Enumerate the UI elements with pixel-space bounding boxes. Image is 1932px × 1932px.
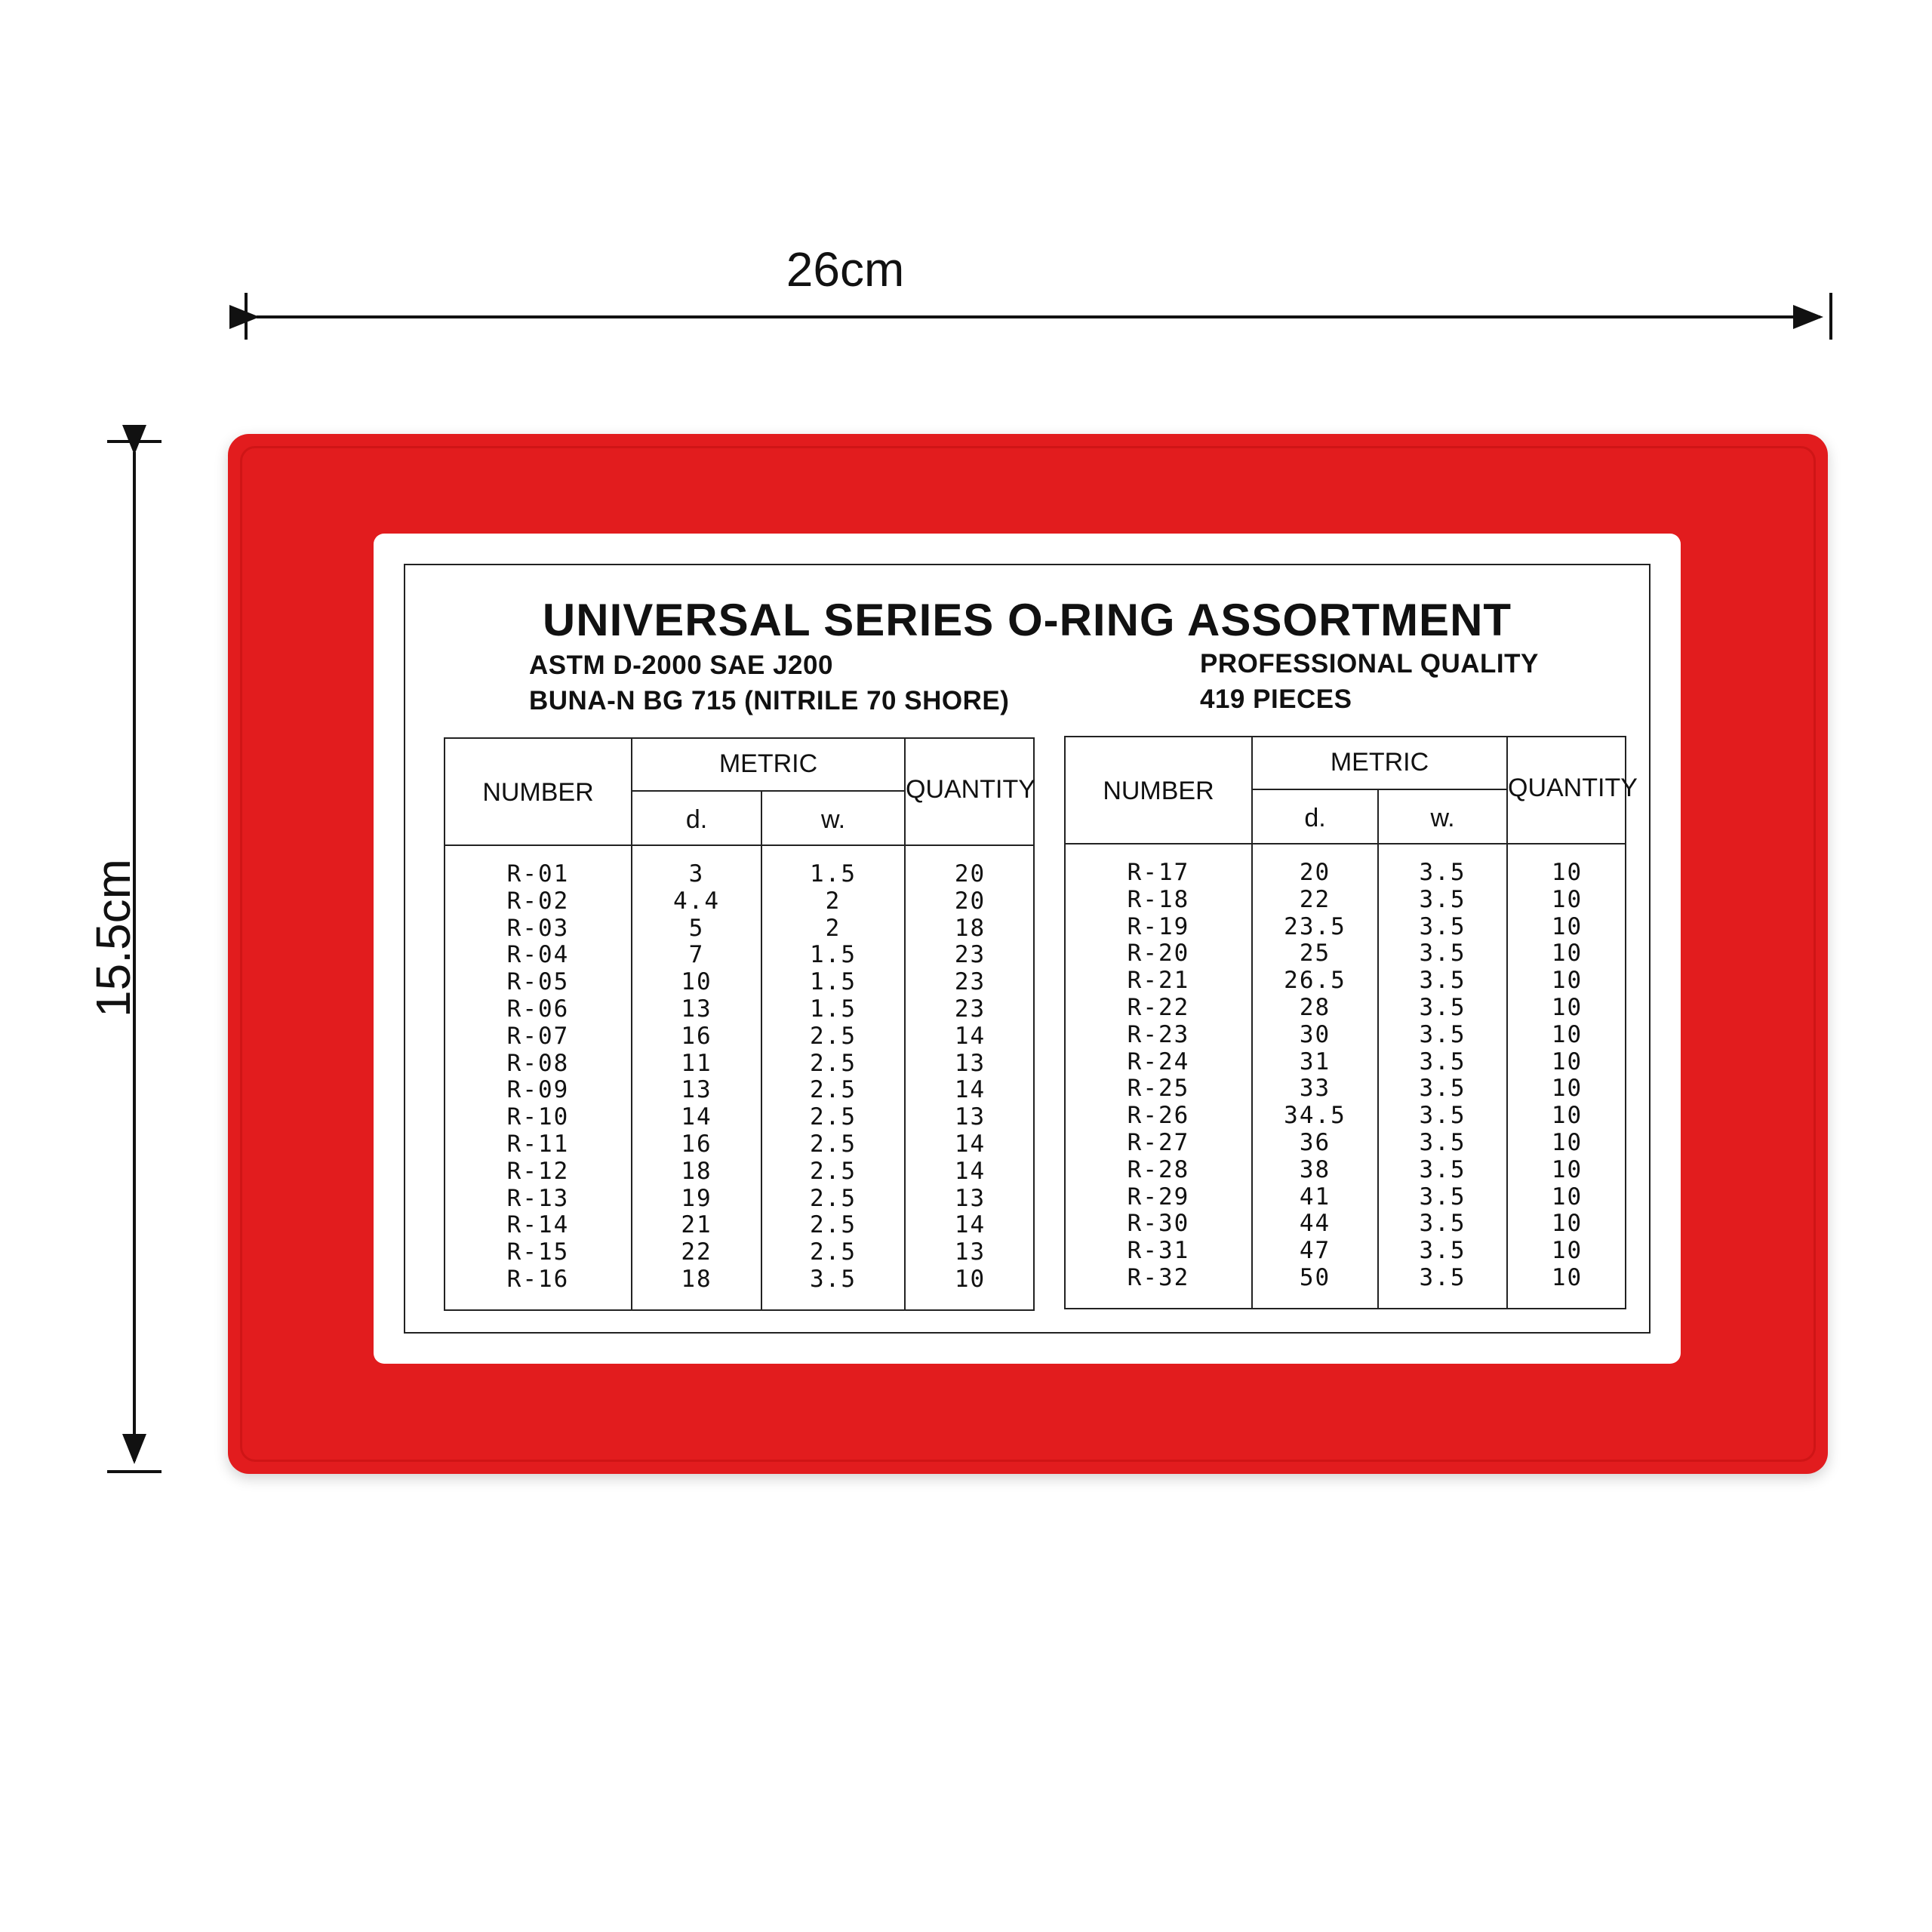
label-title: UNIVERSAL SERIES O-RING ASSORTMENT — [542, 595, 1512, 645]
table-cell: 34.5 — [1284, 1102, 1346, 1130]
table-cell: R-11 — [506, 1130, 570, 1158]
table-cell: 23.5 — [1284, 912, 1346, 940]
table-cell: 14 — [954, 1022, 986, 1050]
table-cell: 3.5 — [1419, 1048, 1466, 1075]
table-cell: 14 — [954, 1211, 986, 1239]
table-cell: R-01 — [506, 860, 570, 888]
piece-count-text: 419 PIECES — [1200, 685, 1352, 714]
table-cell: 3.5 — [1419, 859, 1466, 886]
table-cell: 2.5 — [810, 1238, 857, 1266]
table-cell: R-07 — [506, 1022, 570, 1050]
quality-text: PROFESSIONAL QUALITY — [1200, 649, 1539, 678]
table-cell: 41 — [1299, 1183, 1331, 1211]
table-cell: 5 — [688, 914, 705, 942]
table-cell: 10 — [1551, 1048, 1583, 1075]
table-cell: R-15 — [506, 1238, 570, 1266]
column-header-width: w. — [820, 805, 846, 834]
table-cell: 23 — [954, 968, 986, 996]
column-header-quantity: QUANTITY — [1508, 774, 1638, 802]
table-cell: 10 — [1551, 1102, 1583, 1130]
table-cell: 10 — [954, 1265, 986, 1293]
oring-size-table-right — [1064, 736, 1638, 1309]
column-header-number: NUMBER — [482, 778, 594, 807]
table-cell: 25 — [1299, 940, 1331, 968]
table-cell: 2.5 — [810, 1103, 857, 1131]
table-cell: 10 — [1551, 885, 1583, 913]
table-cell: R-20 — [1127, 940, 1190, 968]
table-cell: 20 — [1299, 859, 1331, 886]
table-cell: 13 — [954, 1049, 986, 1077]
table-cell: 3.5 — [1419, 1155, 1466, 1183]
table-cell: R-16 — [506, 1265, 570, 1293]
number-column — [445, 846, 631, 1309]
table-cell: 26.5 — [1284, 967, 1346, 995]
quantity-column — [1508, 844, 1626, 1308]
oring-size-table-left — [444, 737, 1035, 1311]
column-header-diameter: d. — [685, 805, 708, 834]
table-cell: R-21 — [1127, 967, 1190, 995]
table-cell: R-02 — [506, 887, 570, 915]
table-cell: 10 — [1551, 1237, 1583, 1265]
table-cell: 22 — [681, 1238, 712, 1266]
table-cell: R-27 — [1127, 1128, 1190, 1156]
width-column — [762, 846, 904, 1309]
table-cell: 23 — [954, 995, 986, 1023]
table-cell: 14 — [954, 1130, 986, 1158]
table-cell: 2 — [825, 887, 841, 915]
table-cell: R-32 — [1127, 1263, 1190, 1291]
table-cell: 2 — [825, 914, 841, 942]
column-header-quantity: QUANTITY — [906, 775, 1035, 804]
table-cell: R-10 — [506, 1103, 570, 1131]
table-cell: 14 — [681, 1103, 712, 1131]
table-cell: 3.5 — [1419, 912, 1466, 940]
table-cell: R-06 — [506, 995, 570, 1023]
table-cell: R-28 — [1127, 1155, 1190, 1183]
table-cell: 3.5 — [1419, 1020, 1466, 1048]
table-cell: 20 — [954, 887, 986, 915]
table-cell: 10 — [1551, 993, 1583, 1021]
table-cell: 13 — [681, 995, 712, 1023]
table-cell: 7 — [688, 941, 705, 969]
table-cell: 18 — [681, 1157, 712, 1185]
table-cell: R-12 — [506, 1157, 570, 1185]
table-cell: 16 — [681, 1130, 712, 1158]
table-cell: 38 — [1299, 1155, 1331, 1183]
table-cell: 10 — [1551, 1263, 1583, 1291]
table-cell: 19 — [681, 1184, 712, 1212]
table-cell: R-22 — [1127, 993, 1190, 1021]
width-column — [1379, 844, 1506, 1308]
table-cell: 2.5 — [810, 1076, 857, 1104]
table-cell: 3.5 — [1419, 940, 1466, 968]
height-dimension-label: 15.5cm — [86, 859, 140, 1017]
material-spec-text: BUNA-N BG 715 (NITRILE 70 SHORE) — [529, 686, 1010, 715]
table-cell: 10 — [1551, 1128, 1583, 1156]
table-cell: 21 — [681, 1211, 712, 1239]
table-cell: 14 — [954, 1157, 986, 1185]
table-cell: 10 — [681, 968, 712, 996]
table-cell: 30 — [1299, 1020, 1331, 1048]
table-cell: 47 — [1299, 1237, 1331, 1265]
table-cell: 3.5 — [1419, 1183, 1466, 1211]
table-cell: 10 — [1551, 1155, 1583, 1183]
table-cell: R-19 — [1127, 912, 1190, 940]
table-cell: 10 — [1551, 1183, 1583, 1211]
table-cell: 2.5 — [810, 1211, 857, 1239]
table-cell: 2.5 — [810, 1049, 857, 1077]
table-cell: 28 — [1299, 993, 1331, 1021]
table-cell: 33 — [1299, 1075, 1331, 1103]
column-header-width: w. — [1430, 804, 1455, 832]
table-cell: 13 — [681, 1076, 712, 1104]
table-cell: 3.5 — [1419, 967, 1466, 995]
table-cell: 44 — [1299, 1210, 1331, 1238]
table-cell: 20 — [954, 860, 986, 888]
table-cell: 22 — [1299, 885, 1331, 913]
table-cell: 10 — [1551, 1075, 1583, 1103]
table-cell: 2.5 — [810, 1022, 857, 1050]
table-cell: 50 — [1299, 1263, 1331, 1291]
diameter-column — [632, 846, 761, 1309]
table-cell: 3.5 — [1419, 1210, 1466, 1238]
table-cell: R-25 — [1127, 1075, 1190, 1103]
table-cell: 3.5 — [1419, 885, 1466, 913]
table-cell: 3.5 — [1419, 1075, 1466, 1103]
table-cell: 1.5 — [810, 995, 857, 1023]
table-cell: 3.5 — [810, 1265, 857, 1293]
table-cell: 10 — [1551, 912, 1583, 940]
table-cell: R-24 — [1127, 1048, 1190, 1075]
table-cell: 16 — [681, 1022, 712, 1050]
table-cell: 1.5 — [810, 860, 857, 888]
table-cell: 2.5 — [810, 1157, 857, 1185]
table-cell: 10 — [1551, 940, 1583, 968]
product-label — [374, 534, 1681, 1364]
table-cell: R-09 — [506, 1076, 570, 1104]
column-header-metric: METRIC — [718, 749, 818, 778]
table-cell: R-31 — [1127, 1237, 1190, 1265]
table-cell: 13 — [954, 1103, 986, 1131]
table-cell: 10 — [1551, 859, 1583, 886]
table-cell: 3.5 — [1419, 1102, 1466, 1130]
diameter-column — [1253, 844, 1377, 1308]
quantity-column — [906, 846, 1035, 1309]
table-cell: 10 — [1551, 967, 1583, 995]
table-cell: 3.5 — [1419, 1263, 1466, 1291]
table-cell: 11 — [681, 1049, 712, 1077]
table-cell: 13 — [954, 1238, 986, 1266]
table-cell: 23 — [954, 941, 986, 969]
table-cell: R-23 — [1127, 1020, 1190, 1048]
table-cell: 10 — [1551, 1020, 1583, 1048]
table-cell: 3.5 — [1419, 1128, 1466, 1156]
width-dimension-label: 26cm — [786, 242, 905, 297]
table-cell: 1.5 — [810, 968, 857, 996]
table-cell: 2.5 — [810, 1130, 857, 1158]
table-cell: R-08 — [506, 1049, 570, 1077]
table-cell: 3 — [688, 860, 705, 888]
table-cell: R-13 — [506, 1184, 570, 1212]
table-cell: R-29 — [1127, 1183, 1190, 1211]
column-header-diameter: d. — [1304, 804, 1326, 832]
table-cell: 31 — [1299, 1048, 1331, 1075]
number-column — [1066, 844, 1251, 1308]
column-header-metric: METRIC — [1330, 748, 1429, 777]
table-cell: 3.5 — [1419, 993, 1466, 1021]
table-cell: R-04 — [506, 941, 570, 969]
column-header-number: NUMBER — [1103, 777, 1214, 805]
table-cell: R-18 — [1127, 885, 1190, 913]
table-cell: 14 — [954, 1076, 986, 1104]
table-cell: 18 — [954, 914, 986, 942]
table-cell: 1.5 — [810, 941, 857, 969]
table-cell: R-17 — [1127, 859, 1190, 886]
table-cell: 10 — [1551, 1210, 1583, 1238]
table-cell: R-03 — [506, 914, 570, 942]
table-cell: R-05 — [506, 968, 570, 996]
table-cell: 18 — [681, 1265, 712, 1293]
table-cell: 3.5 — [1419, 1237, 1466, 1265]
table-cell: R-26 — [1127, 1102, 1190, 1130]
standard-spec-text: ASTM D-2000 SAE J200 — [529, 651, 833, 680]
table-cell: 2.5 — [810, 1184, 857, 1212]
table-cell: 13 — [954, 1184, 986, 1212]
table-cell: 4.4 — [673, 887, 720, 915]
table-cell: R-14 — [506, 1211, 570, 1239]
table-cell: R-30 — [1127, 1210, 1190, 1238]
table-cell: 36 — [1299, 1128, 1331, 1156]
